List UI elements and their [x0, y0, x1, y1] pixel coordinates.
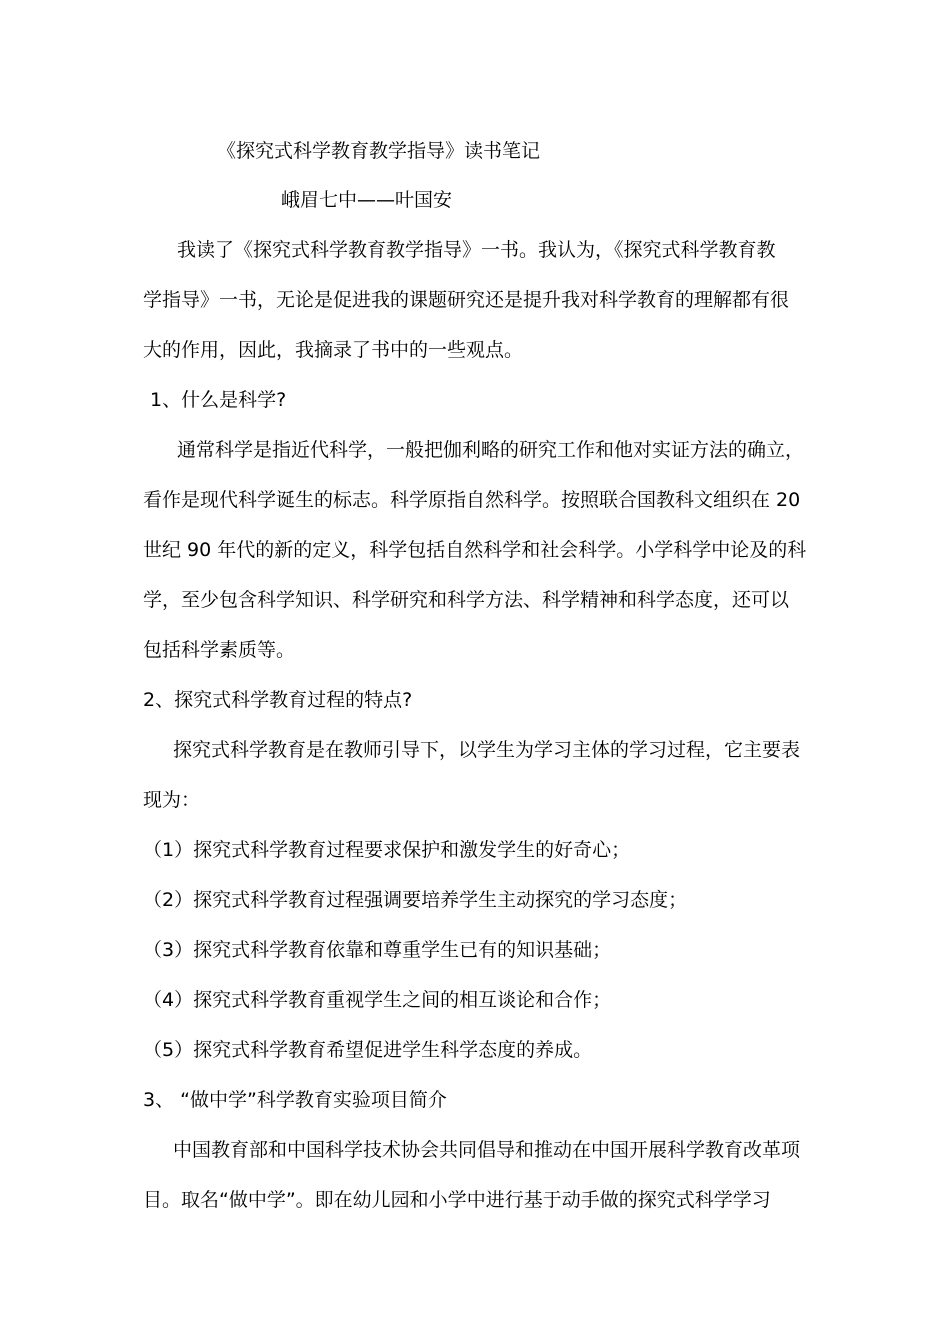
section2-line: 探究式科学教育是在教师引导下，以学生为学习主体的学习过程，它主要表 — [173, 739, 801, 761]
section3-line: 目。取名“做中学”。即在幼儿园和小学中进行基于动手做的探究式科学学习 — [143, 1189, 771, 1211]
list-item: （3）探究式科学教育依靠和尊重学生已有的知识基础； — [143, 939, 612, 961]
list-item: （5）探究式科学教育希望促进学生科学态度的养成。 — [143, 1039, 593, 1061]
section1-line: 看作是现代科学诞生的标志。科学原指自然科学。按照联合国教科文组织在 20 — [143, 489, 801, 511]
list-item: （2）探究式科学教育过程强调要培养学生主动探究的学习态度； — [143, 889, 688, 911]
document-title: 《探究式科学教育教学指导》读书笔记 — [217, 140, 541, 162]
list-item: （4）探究式科学教育重视学生之间的相互谈论和合作； — [143, 989, 612, 1011]
section-heading-2: 2、探究式科学教育过程的特点? — [143, 689, 413, 711]
section3-line: 中国教育部和中国科学技术协会共同倡导和推动在中国开展科学教育改革项 — [173, 1139, 801, 1161]
section1-line: 世纪 90 年代的新的定义，科学包括自然科学和社会科学。小学科学中论及的科 — [143, 539, 807, 561]
intro-line: 大的作用，因此，我摘录了书中的一些观点。 — [143, 339, 524, 361]
section1-line: 包括科学素质等。 — [143, 639, 296, 661]
intro-line: 学指导》一书，无论是促进我的课题研究还是提升我对科学教育的理解都有很 — [143, 289, 790, 311]
section1-line: 学，至少包含科学知识、科学研究和科学方法、科学精神和科学态度，还可以 — [143, 589, 790, 611]
section1-line: 通常科学是指近代科学，一般把伽利略的研究工作和他对实证方法的确立， — [177, 439, 805, 461]
section-heading-3: 3、 “做中学”科学教育实验项目简介 — [143, 1089, 447, 1111]
document-author: 峨眉七中——叶国安 — [281, 189, 453, 211]
intro-line: 我读了《探究式科学教育教学指导》一书。我认为，《探究式科学教育教 — [177, 239, 776, 261]
section-heading-1: 1、什么是科学? — [150, 389, 287, 411]
list-item: （1）探究式科学教育过程要求保护和激发学生的好奇心； — [143, 839, 631, 861]
section2-line: 现为： — [143, 789, 201, 811]
